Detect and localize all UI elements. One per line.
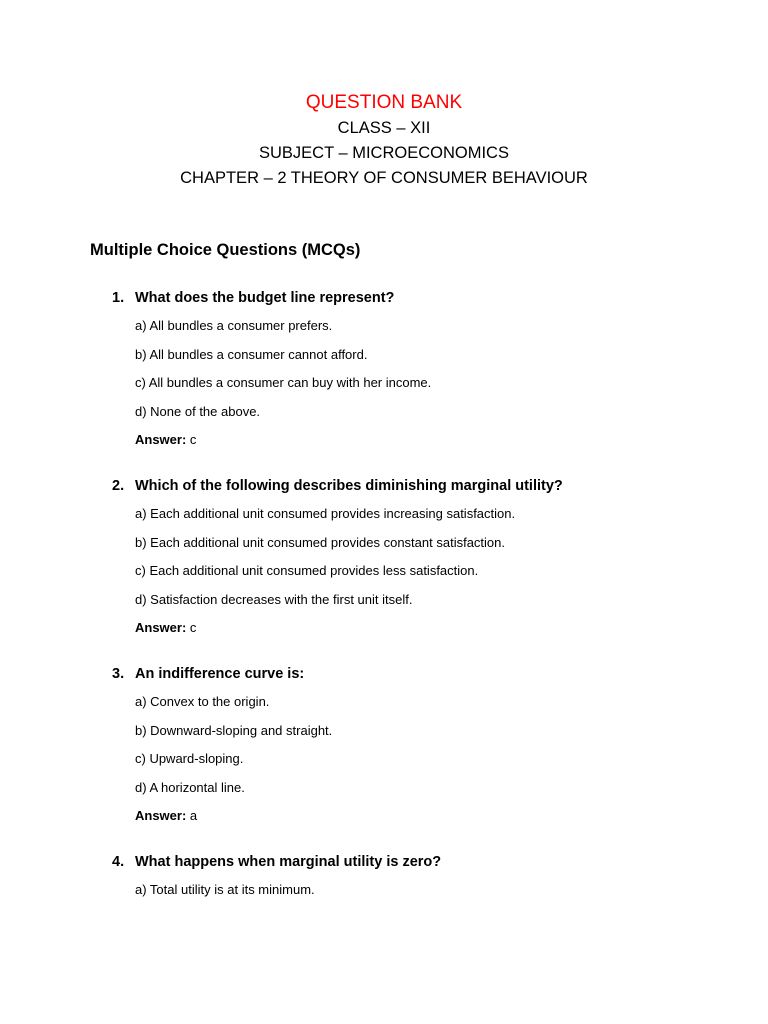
subject-line: SUBJECT – MICROECONOMICS <box>259 144 509 162</box>
option-item: b) All bundles a consumer cannot afford. <box>135 346 368 362</box>
option-item: d) None of the above. <box>135 403 261 419</box>
option-item: c) Each additional unit consumed provides less satisfaction. <box>135 563 479 578</box>
question-text: What happens when marginal utility is zero? <box>135 854 442 870</box>
question-list <box>0 286 768 909</box>
class-line: CLASS – XII <box>337 119 431 137</box>
question-number: 4. <box>112 854 125 870</box>
question-number: 2. <box>112 478 125 494</box>
answer-line <box>135 430 768 474</box>
option-list <box>135 692 768 850</box>
question-text: Which of the following describes diminishing marginal utility? <box>135 478 563 494</box>
answer-line <box>135 806 768 850</box>
answer-label: Answer: <box>135 432 187 447</box>
option-item: c) Upward-sloping. <box>135 751 244 766</box>
answer-value: c <box>189 432 197 447</box>
question-stem <box>112 286 768 310</box>
option-item: d) Satisfaction decreases with the first unit itself. <box>135 591 413 607</box>
option-item: b) Downward-sloping and straight. <box>135 722 333 738</box>
question-item <box>0 474 768 662</box>
option-list <box>135 504 768 662</box>
option-item: c) All bundles a consumer can buy with her income. <box>135 375 432 390</box>
document-title: QUESTION BANK <box>305 92 463 113</box>
question-item <box>0 286 768 474</box>
option-list <box>135 316 768 474</box>
option-item: d) A horizontal line. <box>135 779 245 795</box>
answer-value: a <box>189 808 198 823</box>
document-header <box>0 90 768 191</box>
question-stem <box>112 474 768 498</box>
option-item: a) Each additional unit consumed provides increasing satisfaction. <box>135 506 516 521</box>
question-item <box>0 662 768 850</box>
answer-value: c <box>189 620 197 635</box>
answer-line <box>135 618 768 662</box>
question-number: 3. <box>112 666 125 682</box>
option-item: a) All bundles a consumer prefers. <box>135 318 333 333</box>
question-stem <box>112 850 768 874</box>
question-text: An indifference curve is: <box>135 666 305 682</box>
answer-label: Answer: <box>135 620 187 635</box>
answer-label: Answer: <box>135 808 187 823</box>
option-item: a) Convex to the origin. <box>135 694 270 709</box>
option-list <box>135 880 768 909</box>
question-item <box>0 850 768 909</box>
option-item: a) Total utility is at its minimum. <box>135 882 315 897</box>
chapter-line: CHAPTER – 2 THEORY OF CONSUMER BEHAVIOUR <box>180 169 588 187</box>
question-text: What does the budget line represent? <box>135 290 395 306</box>
question-number: 1. <box>112 290 125 306</box>
question-stem <box>112 662 768 686</box>
section-heading: Multiple Choice Questions (MCQs) <box>90 241 361 259</box>
option-item: b) Each additional unit consumed provides constant satisfaction. <box>135 534 505 550</box>
